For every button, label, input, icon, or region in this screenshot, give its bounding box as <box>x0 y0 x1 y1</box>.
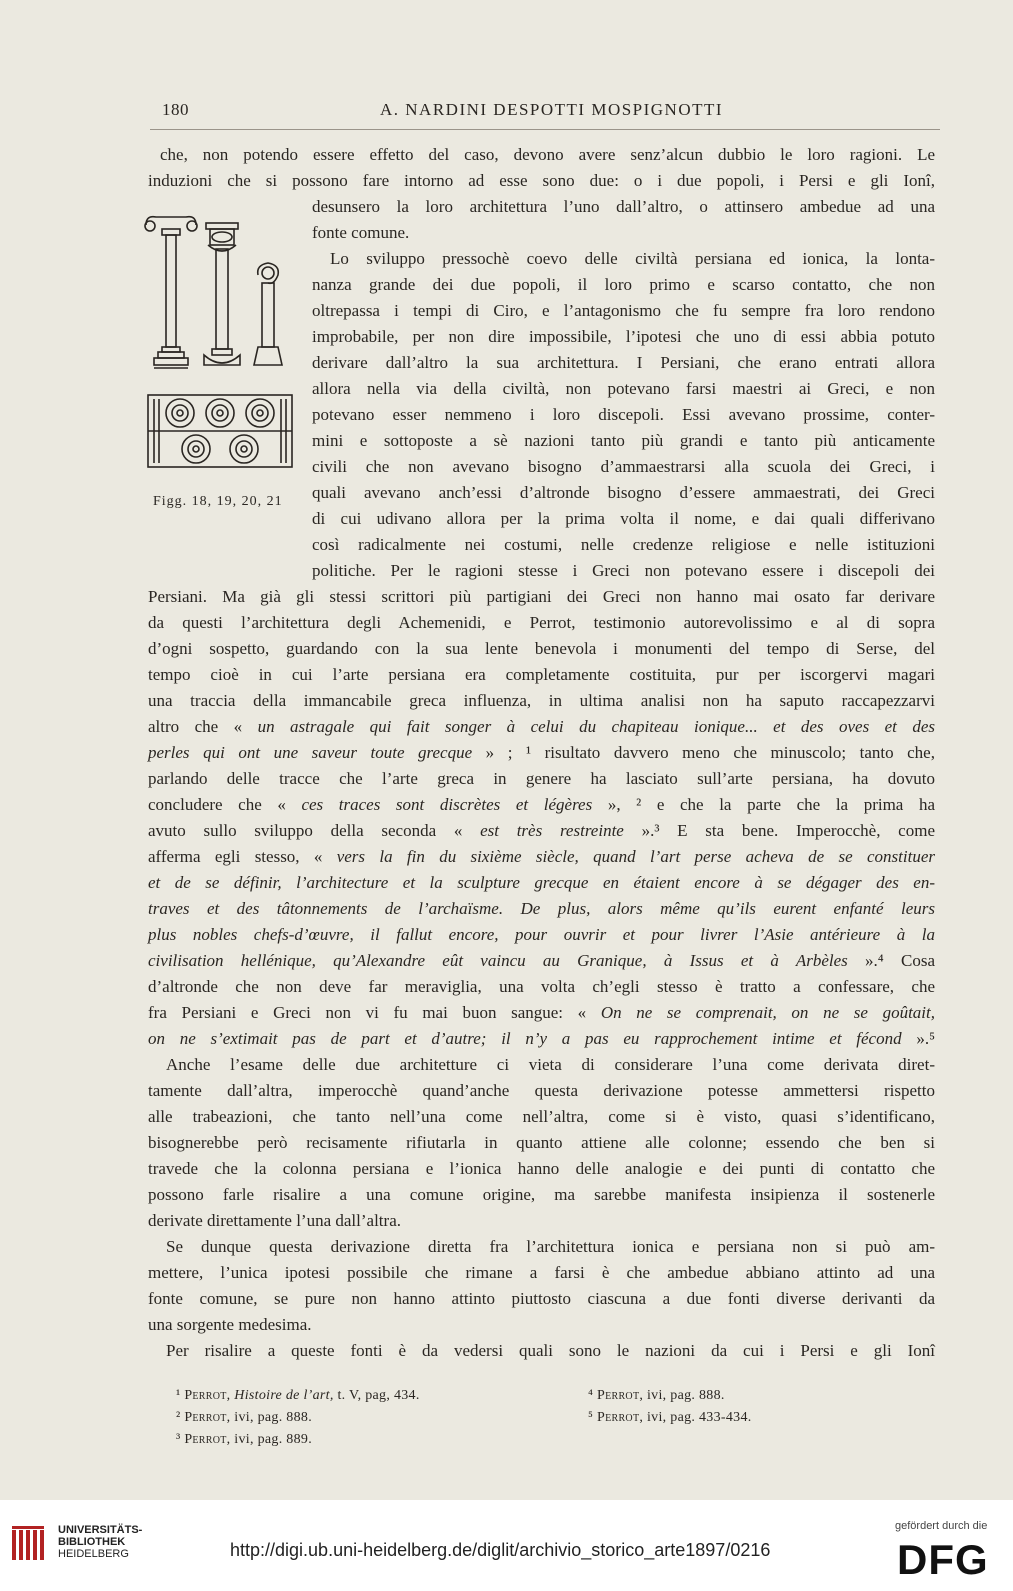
footnote-ref: ivi, pag. 889. <box>234 1432 312 1447</box>
text-line <box>148 1003 935 1023</box>
library-name <box>58 1524 142 1560</box>
footnote-number: ¹ <box>176 1388 181 1403</box>
quote-span: vers la fin du sixième siècle, quand l’art perse acheva de se constituer <box>336 847 935 866</box>
footnote-author: Perrot, <box>184 1410 231 1425</box>
text-line <box>148 795 935 815</box>
text-line: quali avevano anch’essi d’altronde bisogno d’essere ammaestrati, dei Greci <box>312 483 935 502</box>
text-span: » ; ¹ risultato davvero meno che minuscolo; tanto che, <box>472 743 935 762</box>
text-span: ».⁴ Cosa <box>847 951 935 970</box>
source-url-link[interactable]: http://digi.ub.uni-heidelberg.de/diglit/archivio_storico_arte1897/0216 <box>230 1540 771 1560</box>
quote-span: On ne se comprenait, on ne se goûtait, <box>600 1003 935 1022</box>
footnote-author: Perrot, <box>597 1388 644 1403</box>
quote-span: on ne s’extimait pas de part et d’autre; il n’y a pas eu rapprochement intime et fécond <box>148 1029 902 1048</box>
dfg-logo: DFG <box>897 1536 989 1583</box>
text-span: altro che « <box>148 717 258 736</box>
footer-banner <box>0 1500 1013 1591</box>
text-line: possono farle risalire a una comune origine, ma sarebbe manifesta insipienza il sostenerle <box>148 1185 935 1204</box>
header-rule <box>150 129 940 130</box>
quote-span: ces traces sont discrètes et légères <box>301 795 593 814</box>
text-line: desunsero la loro architettura l’uno dall’altro, o attinsero ambedue ad una <box>312 197 935 216</box>
library-name-line: BIBLIOTHEK <box>58 1536 126 1548</box>
text-line: plus nobles chefs-d’œuvre, il fallut encore, pour ouvrir et pour livrer l’Asie antérieure à la <box>148 925 935 944</box>
text-line: di cui udivano allora per la prima volta il nome, e dai quali differivano <box>312 509 935 528</box>
text-line: alle trabeazioni, che tanto nell’una come nell’altra, come si è visto, quasi s’identificano, <box>148 1107 935 1126</box>
footnote <box>176 1387 420 1405</box>
text-line: tamente dall’altra, imperocchè quand’anche questa derivazione potesse ammettersi rispetto <box>148 1081 935 1100</box>
footnote-title: Histoire de l’art, <box>234 1388 334 1403</box>
footnote-author: Perrot, <box>184 1388 231 1403</box>
text-span: concludere che « <box>148 795 302 814</box>
text-line: nanza grande dei due popoli, il loro primo e scarso contatto, che non <box>312 275 935 294</box>
footnote <box>176 1409 312 1427</box>
footnote-author: Perrot, <box>597 1410 644 1425</box>
page-number: 180 <box>162 100 189 119</box>
quote-span: civilisation hellénique, qu’Alexandre eût vaincu au Granique, à Issus et à Arbèles <box>148 951 848 970</box>
quote-span: est très restreinte <box>480 821 624 840</box>
text-line: così radicalmente nei costumi, nelle credenze religiose e nelle istituzioni <box>312 535 935 554</box>
text-span: ».³ E sta bene. Imperocchè, come <box>623 821 935 840</box>
footnote-author: Perrot, <box>184 1432 231 1447</box>
text-line: una sorgente medesima. <box>148 1315 312 1334</box>
text-line: parlando delle tracce che l’arte greca in genere ha lasciato sull’arte persiana, ha dovuto <box>148 769 935 788</box>
text-line: Per risalire a queste fonti è da vedersi quali sono le nazioni da cui i Persi e gli Ionî <box>166 1341 935 1360</box>
text-line: potevano esser nemmeno i loro discepoli. Essi avevano prossime, conter- <box>312 405 935 424</box>
text-line <box>148 743 935 763</box>
footnote-number: ⁵ <box>588 1410 594 1425</box>
text-span: afferma egli stesso, « <box>148 847 337 866</box>
text-line: da questi l’architettura degli Achemenidi, e Perrot, testimonio autorevolissimo e al di sopra <box>148 613 935 632</box>
text-line: oltrepassa i tempi di Ciro, e l’antagonismo che fu sempre fra loro rendono <box>312 301 935 320</box>
running-title: A. NARDINI DESPOTTI MOSPIGNOTTI <box>380 100 724 119</box>
text-span: », ² e che la parte che la prima ha <box>592 795 935 814</box>
text-line: fonte comune, se pure non hanno attinto piuttosto ciascuna a due fonti diverse derivanti da <box>148 1289 935 1308</box>
text-line: mini e sottoposte a sè nazioni tanto più grandi e tanto più anticamente <box>312 431 935 450</box>
library-name-line: UNIVERSITÄTS- <box>58 1524 143 1536</box>
text-line: induzioni che si possono fare intorno ad esse sono due: o i due popoli, i Persi e gli Ionî, <box>148 171 935 190</box>
text-line: Anche l’esame delle due architetture ci vieta di considerare l’una come derivata diret- <box>166 1055 935 1074</box>
footnote <box>176 1431 312 1449</box>
text-span: avuto sullo sviluppo della seconda « <box>148 821 481 840</box>
footnote <box>588 1387 725 1405</box>
text-line: d’altronde che non deve far meraviglia, una volta ch’egli stesso è tratto a confessare, che <box>148 977 935 996</box>
text-line: improbabile, per non dire impossibile, l’ipotesi che uno di essi abbia potuto <box>312 327 935 346</box>
text-span: fra Persiani e Greci non vi fu mai buon sangue: « <box>148 1003 601 1022</box>
footnote-number: ³ <box>176 1432 181 1447</box>
text-line <box>148 821 935 841</box>
text-line <box>148 951 935 971</box>
funding-caption: gefördert durch die <box>895 1520 988 1532</box>
text-line: bisognerebbe però recisamente rifiutarla in quanto attiene alle colonne; essendo che ben si <box>148 1133 935 1152</box>
text-line: Lo sviluppo pressochè coevo delle civiltà persiana ed ionica, la lonta- <box>330 249 935 268</box>
column-capitals-illustration <box>140 205 300 505</box>
figure-caption: Figg. 18, 19, 20, 21 <box>153 494 283 509</box>
text-line: derivare dall’altro la sua architettura. I Persiani, che erano entrati allora <box>312 353 935 372</box>
footnote-ref: ivi, pag. 433-434. <box>646 1410 752 1425</box>
text-line <box>148 717 935 737</box>
text-line: derivate direttamente l’una dall’altra. <box>148 1211 401 1230</box>
text-line: Persiani. Ma già gli stessi scrittori più partigiani dei Greci non hanno mai osato far derivare <box>148 587 935 606</box>
footnote <box>588 1409 752 1427</box>
university-library-logo-icon <box>10 1524 50 1564</box>
text-line <box>148 1029 935 1049</box>
text-line: travede che la colonna persiana e l’ionica hanno delle analogie e dei punti di contatto che <box>148 1159 935 1178</box>
text-line: una traccia della immancabile greca influenza, in ultima analisi non ha saputo raccapezzarvi <box>148 691 935 710</box>
quote-span: un astragale qui fait songer à celui du chapiteau ionique... et des oves et des <box>257 717 935 736</box>
text-line: allora nella via della civiltà, non potevano farsi maestri ai Greci, e non <box>312 379 935 398</box>
text-line: tempo cioè in cui l’arte persiana era completamente costituita, pur per iscorgervi magari <box>148 665 935 684</box>
text-line: et de se définir, l’architecture et la sculpture grecque en étaient encore à se dégager des en- <box>148 873 935 892</box>
quote-span: perles qui ont une saveur toute grecque <box>148 743 473 762</box>
footnote-number: ⁴ <box>588 1388 594 1403</box>
text-line: fonte comune. <box>312 223 410 242</box>
text-line: politiche. Per le ragioni stesse i Greci non potevano essere i discepoli dei <box>312 561 935 580</box>
text-line: Se dunque questa derivazione diretta fra l’architettura ionica e persiana non si può am- <box>166 1237 935 1256</box>
footnote-number: ² <box>176 1410 181 1425</box>
library-name-line: HEIDELBERG <box>58 1548 129 1560</box>
footnote-ref: ivi, pag. 888. <box>234 1410 312 1425</box>
text-line <box>148 847 935 867</box>
text-line: che, non potendo essere effetto del caso, devono avere senz’alcun dubbio le loro ragioni. Le <box>160 145 935 164</box>
text-line: d’ogni sospetto, guardando con la sua lente benevola i monumenti del tempo di Serse, del <box>148 639 935 658</box>
text-span: ».⁵ <box>901 1029 935 1048</box>
text-line: civili che non avevano bisogno d’ammaestrarsi alla scuola dei Greci, i <box>312 457 935 476</box>
text-line: traves et des tâtonnements de l’archaïsme. De plus, alors même qu’ils eurent enfanté leurs <box>148 899 935 918</box>
footnote-ref: ivi, pag. 888. <box>646 1388 725 1403</box>
text-line: mettere, l’unica ipotesi possibile che rimane a farsi è che ambedue abbiano attinto ad una <box>148 1263 935 1282</box>
footnote-ref: t. V, pag, 434. <box>337 1388 420 1403</box>
